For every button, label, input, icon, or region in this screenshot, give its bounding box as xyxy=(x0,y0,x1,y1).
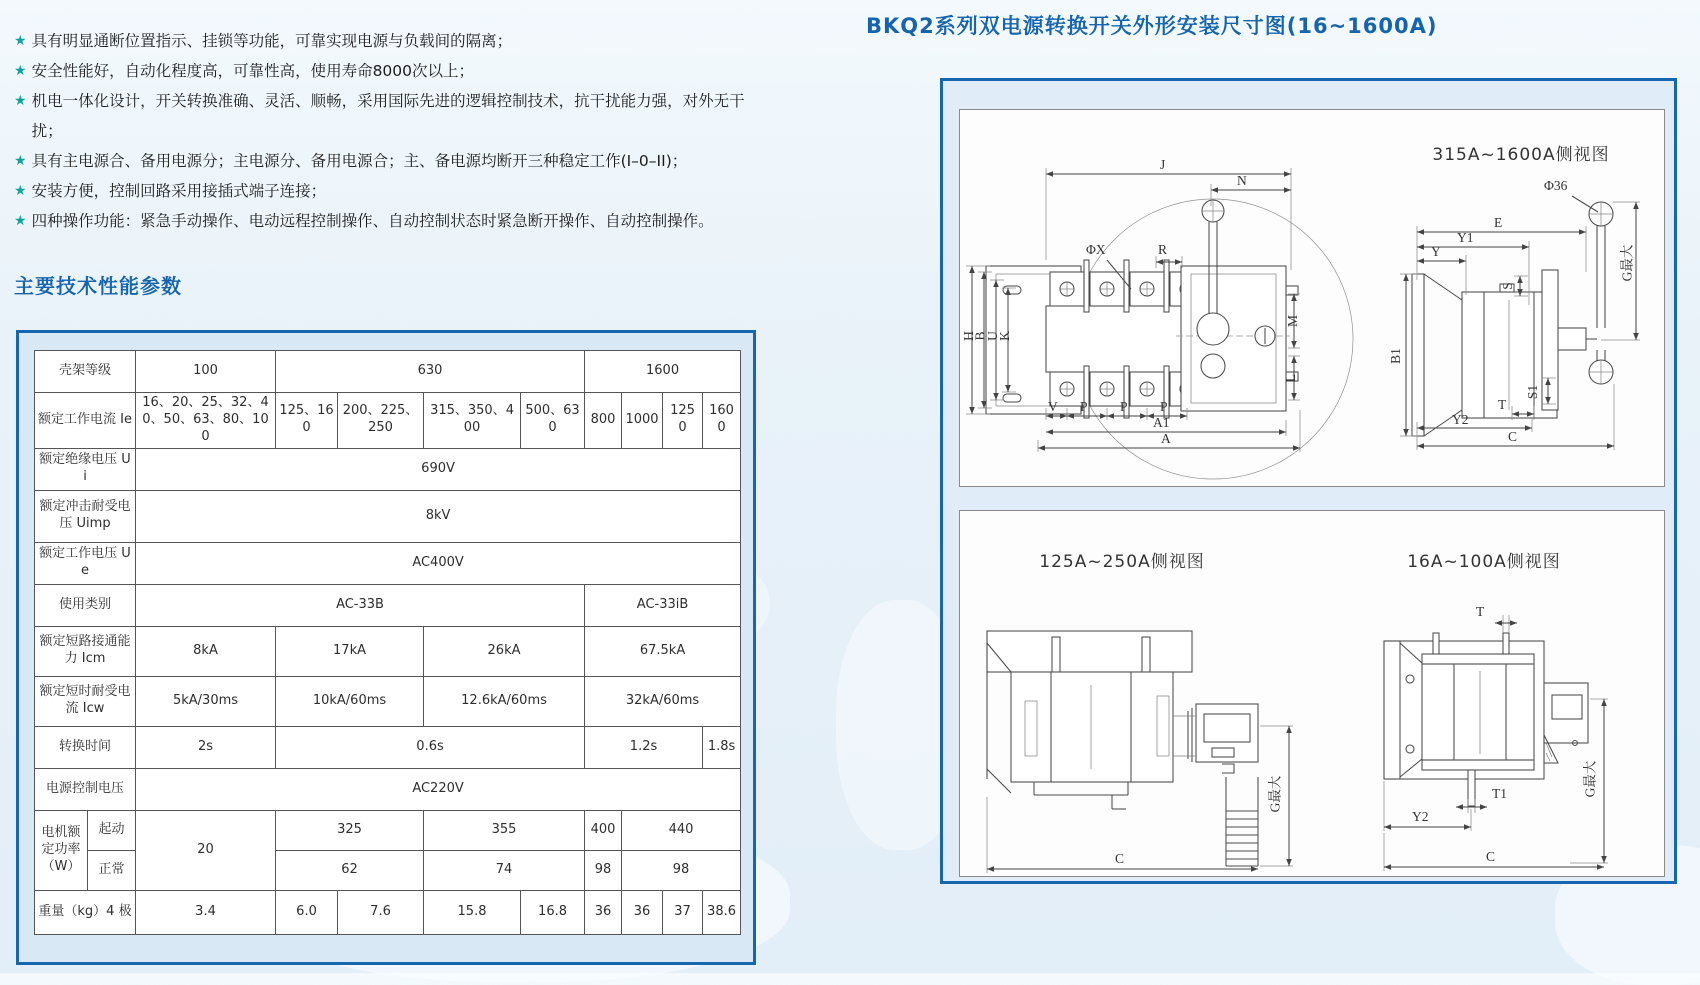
star-bullet-icon: ★ xyxy=(14,33,27,49)
value-cell: 20 xyxy=(136,810,276,890)
row-header-cell: 额定冲击耐受电压 Uimp xyxy=(35,490,136,542)
value-cell: AC400V xyxy=(136,542,741,584)
feature-text: 具有主电源合、备用电源分；主电源分、备用电源合；主、备电源均断开三种稳定工作(I–0–II)； xyxy=(31,152,688,170)
table-row xyxy=(35,584,741,626)
value-cell: 2s xyxy=(136,726,276,768)
diagram-title: BKQ2系列双电源转换开关外形安装尺寸图(16~1600A) xyxy=(866,14,1438,38)
feature-item xyxy=(14,86,772,146)
dim-label-T: T xyxy=(1498,397,1507,412)
dim-label-T: T xyxy=(1476,604,1485,619)
dim-label-S1: S1 xyxy=(1525,384,1541,400)
table-row xyxy=(35,393,741,449)
value-cell: 1600 xyxy=(703,393,741,449)
dim-label-C: C xyxy=(1115,851,1125,866)
value-cell: 8kA xyxy=(136,626,276,676)
dim-label-S: S xyxy=(1499,282,1515,290)
value-cell: 200、225、250 xyxy=(338,393,424,449)
value-cell: 1000 xyxy=(622,393,663,449)
value-cell: 1.2s xyxy=(585,726,703,768)
row-header-cell: 额定绝缘电压 Ui xyxy=(35,448,136,490)
row-header-cell: 额定短路接通能力 Icm xyxy=(35,626,136,676)
value-cell: 16、20、25、32、40、50、63、80、100 xyxy=(136,393,276,449)
dim-label-U: U xyxy=(984,331,1000,341)
dim-label-T1: T1 xyxy=(1492,786,1507,801)
value-cell: 67.5kA xyxy=(585,626,741,676)
dim-label-Y2: Y2 xyxy=(1412,809,1429,824)
dim-label-P: P xyxy=(1120,399,1128,414)
value-cell: 62 xyxy=(276,850,424,890)
side125-caption: 125A~250A侧视图 xyxy=(1039,552,1205,572)
value-cell: 26kA xyxy=(424,626,585,676)
dim-label-R: R xyxy=(1158,242,1168,257)
dim-label-L: L xyxy=(1283,373,1299,383)
value-cell: 16.8 xyxy=(521,890,585,934)
star-bullet-icon: ★ xyxy=(14,93,27,109)
value-cell: AC220V xyxy=(136,768,741,810)
dim-label-Y2: Y2 xyxy=(1452,412,1469,427)
row-header-cell: 额定短时耐受电流 Icw xyxy=(35,676,136,726)
feature-item xyxy=(14,26,772,56)
section-heading: 主要技术性能参数 xyxy=(14,274,182,298)
value-cell: 98 xyxy=(585,850,622,890)
value-cell: 98 xyxy=(622,850,741,890)
dim-label-V: V xyxy=(1048,399,1058,414)
dim-label-Gmax: G最大 xyxy=(1582,760,1598,798)
value-cell: 6.0 xyxy=(276,890,338,934)
row-header-cell: 电源控制电压 xyxy=(35,768,136,810)
star-bullet-icon: ★ xyxy=(14,183,27,199)
feature-text: 安全性能好，自动化程度高，可靠性高，使用寿命8000次以上； xyxy=(31,62,475,80)
value-cell: AC-33B xyxy=(136,584,585,626)
value-cell: 1250 xyxy=(663,393,703,449)
dim-label-P: P xyxy=(1080,399,1088,414)
row-header-cell: 正常 xyxy=(88,850,136,890)
value-cell: 500、630 xyxy=(521,393,585,449)
dim-label-Y: Y xyxy=(1431,244,1441,259)
row-header-cell: 使用类别 xyxy=(35,584,136,626)
row-header-cell: 壳架等级 xyxy=(35,351,136,393)
value-cell: 7.6 xyxy=(338,890,424,934)
dim-label-Gmax: G最大 xyxy=(1267,775,1283,813)
dim-label-E: E xyxy=(1494,215,1503,230)
dim-label-PhiX: ΦX xyxy=(1086,242,1106,257)
panel-side125-and-side16 xyxy=(959,510,1665,877)
value-cell: 12.6kA/60ms xyxy=(424,676,585,726)
table-row xyxy=(35,542,741,584)
table-row xyxy=(35,810,741,850)
feature-item xyxy=(14,146,772,176)
feature-text: 四种操作功能：紧急手动操作、电动远程控制操作、自动控制状态时紧急断开操作、自动控制操作。 xyxy=(31,212,714,230)
spec-table-box xyxy=(16,330,756,965)
dim-label-Y1: Y1 xyxy=(1457,230,1474,245)
feature-list xyxy=(14,26,772,236)
side16-caption: 16A~100A侧视图 xyxy=(1407,552,1561,572)
value-cell: 630 xyxy=(276,351,585,393)
row-header-cell: 额定工作电流 Ie xyxy=(35,393,136,449)
value-cell: 440 xyxy=(622,810,741,850)
row-header-cell: 电机额定功率（W） xyxy=(35,810,88,890)
value-cell: 315、350、400 xyxy=(424,393,521,449)
row-header-cell: 转换时间 xyxy=(35,726,136,768)
dim-label-A: A xyxy=(1161,431,1171,446)
value-cell: 5kA/30ms xyxy=(136,676,276,726)
dim-label-C: C xyxy=(1508,429,1518,444)
feature-text: 安装方便，控制回路采用接插式端子连接； xyxy=(31,182,327,200)
value-cell: 37 xyxy=(663,890,703,934)
dim-label-Gmax: G最大 xyxy=(1619,244,1635,282)
table-row xyxy=(35,768,741,810)
dim-label-B: B xyxy=(972,331,988,341)
value-cell: 690V xyxy=(136,448,741,490)
front-view-drawing xyxy=(960,110,1664,486)
side315-caption: 315A~1600A侧视图 xyxy=(1432,145,1610,165)
value-cell: 36 xyxy=(622,890,663,934)
row-header-cell: 起动 xyxy=(88,810,136,850)
value-cell: 800 xyxy=(585,393,622,449)
diagram-box xyxy=(940,78,1677,884)
dim-label-H: H xyxy=(960,331,976,341)
dim-label-K: K xyxy=(996,331,1012,341)
spec-table xyxy=(34,350,741,935)
dim-label-M: M xyxy=(1285,314,1301,328)
table-row xyxy=(35,351,741,393)
table-row xyxy=(35,890,741,934)
value-cell: 32kA/60ms xyxy=(585,676,741,726)
value-cell: 74 xyxy=(424,850,585,890)
feature-text: 具有明显通断位置指示、挂锁等功能，可靠实现电源与负载间的隔离； xyxy=(31,32,513,50)
dim-label-P: P xyxy=(1160,399,1168,414)
table-row xyxy=(35,626,741,676)
value-cell: 0.6s xyxy=(276,726,585,768)
star-bullet-icon: ★ xyxy=(14,213,27,229)
value-cell: 38.6 xyxy=(703,890,741,934)
dim-label-N: N xyxy=(1237,173,1247,188)
value-cell: 1.8s xyxy=(703,726,741,768)
table-row xyxy=(35,676,741,726)
value-cell: 8kV xyxy=(136,490,741,542)
value-cell: 400 xyxy=(585,810,622,850)
value-cell: 100 xyxy=(136,351,276,393)
star-bullet-icon: ★ xyxy=(14,63,27,79)
row-header-cell: 重量（kg）4 极 xyxy=(35,890,136,934)
value-cell: 1600 xyxy=(585,351,741,393)
value-cell: 17kA xyxy=(276,626,424,676)
dim-label-A1: A1 xyxy=(1153,415,1170,430)
value-cell: 10kA/60ms xyxy=(276,676,424,726)
panel-front-and-side315 xyxy=(959,109,1665,487)
value-cell: 15.8 xyxy=(424,890,521,934)
value-cell: 3.4 xyxy=(136,890,276,934)
value-cell: 325 xyxy=(276,810,424,850)
table-row xyxy=(35,448,741,490)
dim-label-Phi36: Φ36 xyxy=(1544,178,1568,193)
star-bullet-icon: ★ xyxy=(14,153,27,169)
dim-label-B1: B1 xyxy=(1387,348,1403,364)
value-cell: 36 xyxy=(585,890,622,934)
feature-item xyxy=(14,206,772,236)
spec-table-body xyxy=(35,351,741,935)
feature-text: 机电一体化设计，开关转换准确、灵活、顺畅，采用国际先进的逻辑控制技术，抗干扰能力强，对外无干扰； xyxy=(31,92,745,140)
dim-label-C: C xyxy=(1486,849,1496,864)
feature-item xyxy=(14,176,772,206)
value-cell: 125、160 xyxy=(276,393,338,449)
row-header-cell: 额定工作电压 Ue xyxy=(35,542,136,584)
table-row xyxy=(35,490,741,542)
dim-label-J: J xyxy=(1160,157,1166,172)
table-row xyxy=(35,726,741,768)
value-cell: 355 xyxy=(424,810,585,850)
value-cell: AC-33iB xyxy=(585,584,741,626)
feature-item xyxy=(14,56,772,86)
